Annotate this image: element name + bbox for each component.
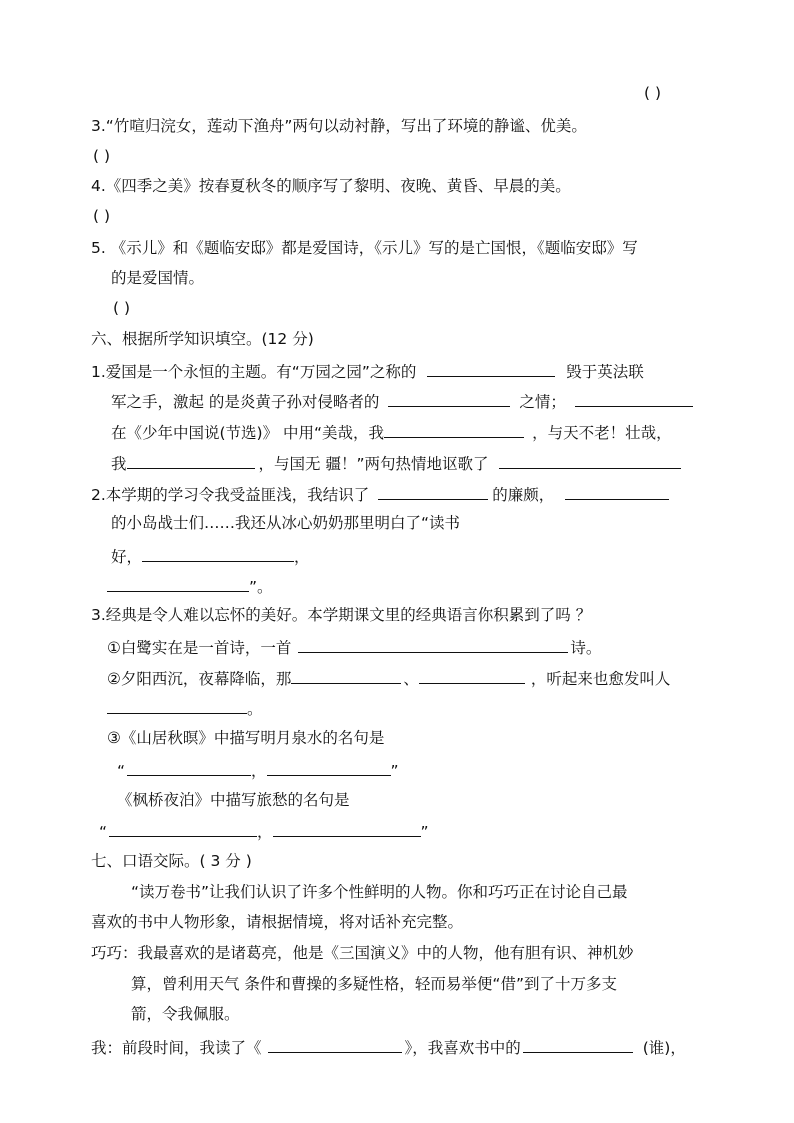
blank-field[interactable] <box>107 697 247 714</box>
blank-field[interactable] <box>378 483 488 500</box>
blank-field[interactable] <box>127 452 255 469</box>
s6-q2-line4: ”。 <box>107 575 273 597</box>
s7-intro-line2: 喜欢的书中人物形象，请根据情境，将对话补充完整。 <box>91 913 464 931</box>
blank-field[interactable] <box>388 390 510 407</box>
s6-q3-item4: 《枫桥夜泊》中描写旅愁的名句是 <box>117 791 350 809</box>
blank-field[interactable] <box>523 1036 633 1053</box>
s6-q3-item1: ①白鹭实在是一首诗，一首 诗。 <box>107 636 601 658</box>
s6-q3-item2-cont: 。 <box>107 697 263 719</box>
blank-field[interactable] <box>499 452 681 469</box>
section-7-heading: 七、口语交际。( 3 分 ) <box>91 852 252 870</box>
section-6-heading: 六、根据所学知识填空。(12 分) <box>91 330 314 348</box>
s6-q3-item3: ③《山居秋暝》中描写明月泉水的名句是 <box>107 729 385 747</box>
blank-field[interactable] <box>142 545 294 562</box>
blank-field[interactable] <box>268 1036 402 1053</box>
s6-q3-line1: 3.经典是令人难以忘怀的美好。本学期课文里的经典语言你积累到了吗 ？ <box>91 606 592 624</box>
s7-me-line1: 我：前段时间，我读了《 》，我喜欢书中的 (谁)， <box>91 1036 686 1058</box>
blank-field[interactable] <box>127 759 251 776</box>
s7-qiaoqiao-line1: 巧巧：我最喜欢的是诸葛亮，他是《三国演义》中的人物，他有胆有识、神机妙 <box>91 944 634 962</box>
blank-field[interactable] <box>565 483 669 500</box>
judgment-q3: 3.“竹喧归浣女，莲动下渔舟”两句以动衬静，写出了环境的静谧、优美。 <box>91 117 587 135</box>
s7-intro-line1: “读万卷书”让我们认识了许多个性鲜明的人物。你和巧巧正在讨论自己最 <box>131 883 628 901</box>
s6-q3-item2: ②夕阳西沉，夜幕降临，那 、 ，听起来也愈发叫人 <box>107 667 670 689</box>
s6-q1-line1: 1.爱国是一个永恒的主题。有“万园之园”之称的 毁于英法联 <box>91 360 644 382</box>
blank-field[interactable] <box>384 421 524 438</box>
answer-paren: ( ) <box>644 84 662 102</box>
s6-q2-line2: 的小岛战士们……我还从冰心奶奶那里明白了“读书 <box>111 514 461 532</box>
blank-field[interactable] <box>109 820 257 837</box>
blank-field[interactable] <box>427 360 555 377</box>
blank-field[interactable] <box>291 667 401 684</box>
answer-paren: ( ) <box>93 147 111 165</box>
blank-field[interactable] <box>267 759 391 776</box>
judgment-q5-line2: 的是爱国情。 <box>111 269 205 287</box>
judgment-q4: 4.《四季之美》按春夏秋冬的顺序写了黎明、夜晚、黄昏、早晨的美。 <box>91 177 571 195</box>
blank-field[interactable] <box>298 636 568 653</box>
s7-qiaoqiao-line3: 箭，令我佩服。 <box>131 1005 240 1023</box>
s6-q1-line3: 在《少年中国说(节选)》 中用“美哉，我 ，与天不老！壮哉， <box>111 421 672 443</box>
judgment-q5-line1: 5. 《示儿》和《题临安邸》都是爱国诗，《示儿》写的是亡国恨，《题临安邸》写 <box>91 239 638 257</box>
answer-paren: ( ) <box>113 299 131 317</box>
blank-field[interactable] <box>273 820 421 837</box>
answer-paren: ( ) <box>93 207 111 225</box>
s6-q2-line1: 2.本学期的学习令我受益匪浅，我结识了 的廉颇， <box>91 483 669 505</box>
s6-q2-line3: 好， ， <box>111 545 310 567</box>
s6-q3-item3-blanks: “ ， ” <box>117 759 399 781</box>
s6-q3-item4-blanks: “ ， ” <box>99 820 429 842</box>
blank-field[interactable] <box>575 390 693 407</box>
s6-q1-line2: 军之手，激起 的是炎黄子孙对侵略者的 之情； <box>111 390 693 412</box>
blank-field[interactable] <box>419 667 525 684</box>
blank-field[interactable] <box>107 575 249 592</box>
s6-q1-line4: 我 ，与国无 疆！”两句热情地讴歌了 <box>111 452 681 474</box>
s7-qiaoqiao-line2: 算，曾利用天气 条件和曹操的多疑性格，轻而易举便“借”到了十万多支 <box>131 975 617 993</box>
